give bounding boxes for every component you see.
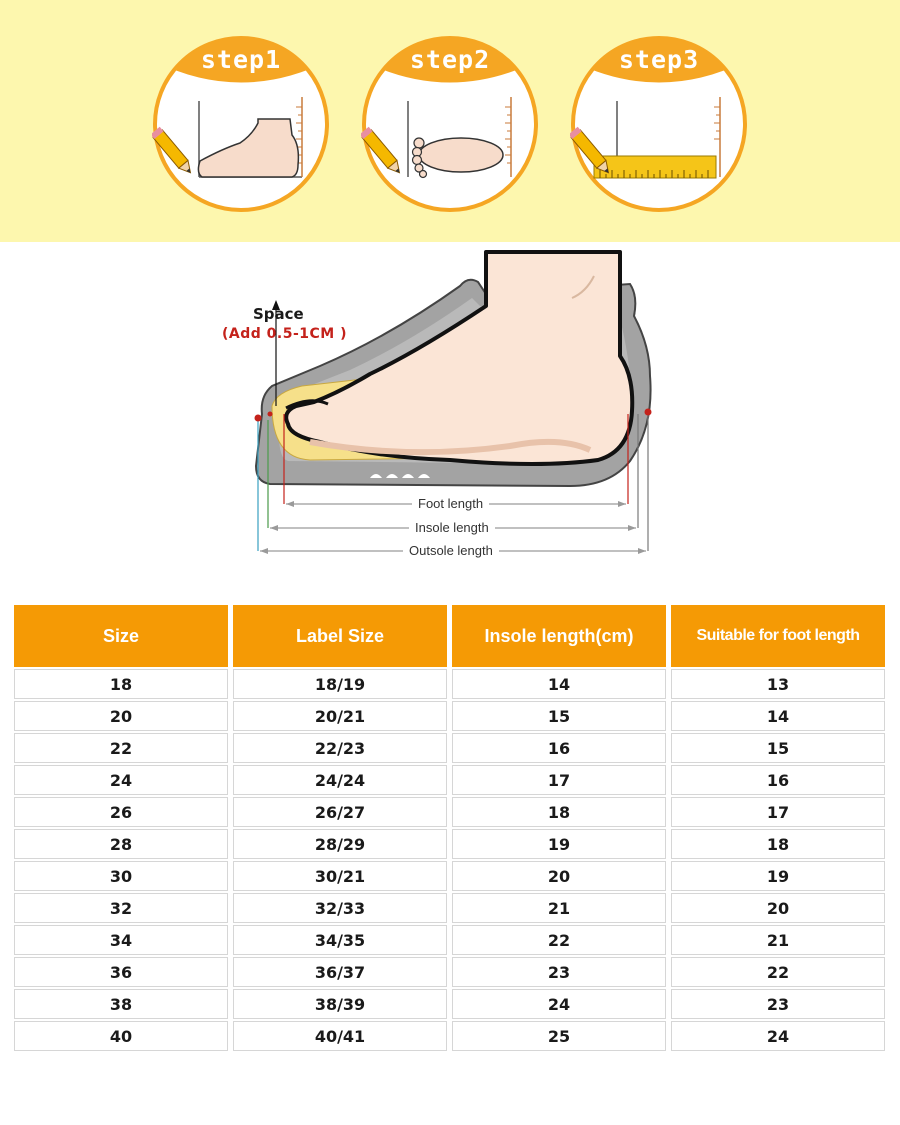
step-1-label: step1 bbox=[200, 45, 282, 74]
cell-insole-length: 25 bbox=[452, 1021, 666, 1051]
cell-size: 26 bbox=[14, 797, 228, 827]
cell-foot-length: 13 bbox=[671, 669, 885, 699]
cell-label-size: 36/37 bbox=[233, 957, 447, 987]
cell-label-size: 30/21 bbox=[233, 861, 447, 891]
cell-size: 38 bbox=[14, 989, 228, 1019]
outsole-length-label: Outsole length bbox=[403, 543, 499, 558]
cell-size: 32 bbox=[14, 893, 228, 923]
cell-label-size: 32/33 bbox=[233, 893, 447, 923]
step-1-card bbox=[152, 35, 330, 213]
cell-size: 18 bbox=[14, 669, 228, 699]
table-header-row bbox=[14, 605, 885, 667]
cell-label-size: 24/24 bbox=[233, 765, 447, 795]
step-3-card bbox=[570, 35, 748, 213]
cell-foot-length: 14 bbox=[671, 701, 885, 731]
insole-length-label: Insole length bbox=[409, 520, 495, 535]
header-label-size: Label Size bbox=[233, 605, 447, 667]
cell-insole-length: 22 bbox=[452, 925, 666, 955]
cell-size: 34 bbox=[14, 925, 228, 955]
table-row bbox=[14, 989, 885, 1019]
cell-insole-length: 17 bbox=[452, 765, 666, 795]
cell-label-size: 26/27 bbox=[233, 797, 447, 827]
shoe-foot-illustration bbox=[210, 246, 670, 566]
step-2-card bbox=[361, 35, 539, 213]
cell-size: 30 bbox=[14, 861, 228, 891]
cell-label-size: 22/23 bbox=[233, 733, 447, 763]
size-table-body bbox=[14, 669, 885, 1051]
table-row bbox=[14, 669, 885, 699]
cell-label-size: 34/35 bbox=[233, 925, 447, 955]
cell-label-size: 38/39 bbox=[233, 989, 447, 1019]
cell-foot-length: 24 bbox=[671, 1021, 885, 1051]
size-chart-table bbox=[9, 603, 890, 1053]
cell-size: 24 bbox=[14, 765, 228, 795]
shoe-measurement-diagram bbox=[210, 246, 670, 566]
cell-size: 40 bbox=[14, 1021, 228, 1051]
cell-insole-length: 19 bbox=[452, 829, 666, 859]
table-row bbox=[14, 925, 885, 955]
table-row bbox=[14, 701, 885, 731]
cell-size: 22 bbox=[14, 733, 228, 763]
cell-foot-length: 15 bbox=[671, 733, 885, 763]
table-row bbox=[14, 1021, 885, 1051]
table-row bbox=[14, 797, 885, 827]
cell-insole-length: 14 bbox=[452, 669, 666, 699]
table-row bbox=[14, 957, 885, 987]
cell-foot-length: 19 bbox=[671, 861, 885, 891]
cell-foot-length: 16 bbox=[671, 765, 885, 795]
cell-insole-length: 23 bbox=[452, 957, 666, 987]
cell-insole-length: 18 bbox=[452, 797, 666, 827]
space-title: Space bbox=[253, 305, 304, 323]
cell-foot-length: 21 bbox=[671, 925, 885, 955]
table-row bbox=[14, 893, 885, 923]
table-row bbox=[14, 765, 885, 795]
foot-length-label: Foot length bbox=[412, 496, 489, 511]
table-row bbox=[14, 733, 885, 763]
table-row bbox=[14, 861, 885, 891]
cell-insole-length: 24 bbox=[452, 989, 666, 1019]
cell-size: 20 bbox=[14, 701, 228, 731]
header-size: Size bbox=[14, 605, 228, 667]
measuring-steps-band bbox=[0, 0, 900, 242]
cell-size: 28 bbox=[14, 829, 228, 859]
cell-label-size: 18/19 bbox=[233, 669, 447, 699]
cell-foot-length: 23 bbox=[671, 989, 885, 1019]
header-suitable-foot-length: Suitable for foot length bbox=[671, 605, 885, 667]
space-note: (Add 0.5-1CM ) bbox=[222, 326, 347, 342]
step-3-label: step3 bbox=[618, 45, 700, 74]
cell-foot-length: 22 bbox=[671, 957, 885, 987]
cell-size: 36 bbox=[14, 957, 228, 987]
cell-insole-length: 15 bbox=[452, 701, 666, 731]
cell-insole-length: 16 bbox=[452, 733, 666, 763]
cell-foot-length: 20 bbox=[671, 893, 885, 923]
cell-insole-length: 20 bbox=[452, 861, 666, 891]
cell-foot-length: 18 bbox=[671, 829, 885, 859]
table-row bbox=[14, 829, 885, 859]
cell-insole-length: 21 bbox=[452, 893, 666, 923]
header-insole-length: Insole length(cm) bbox=[452, 605, 666, 667]
cell-label-size: 40/41 bbox=[233, 1021, 447, 1051]
cell-label-size: 28/29 bbox=[233, 829, 447, 859]
cell-foot-length: 17 bbox=[671, 797, 885, 827]
cell-label-size: 20/21 bbox=[233, 701, 447, 731]
step-2-label: step2 bbox=[409, 45, 491, 74]
